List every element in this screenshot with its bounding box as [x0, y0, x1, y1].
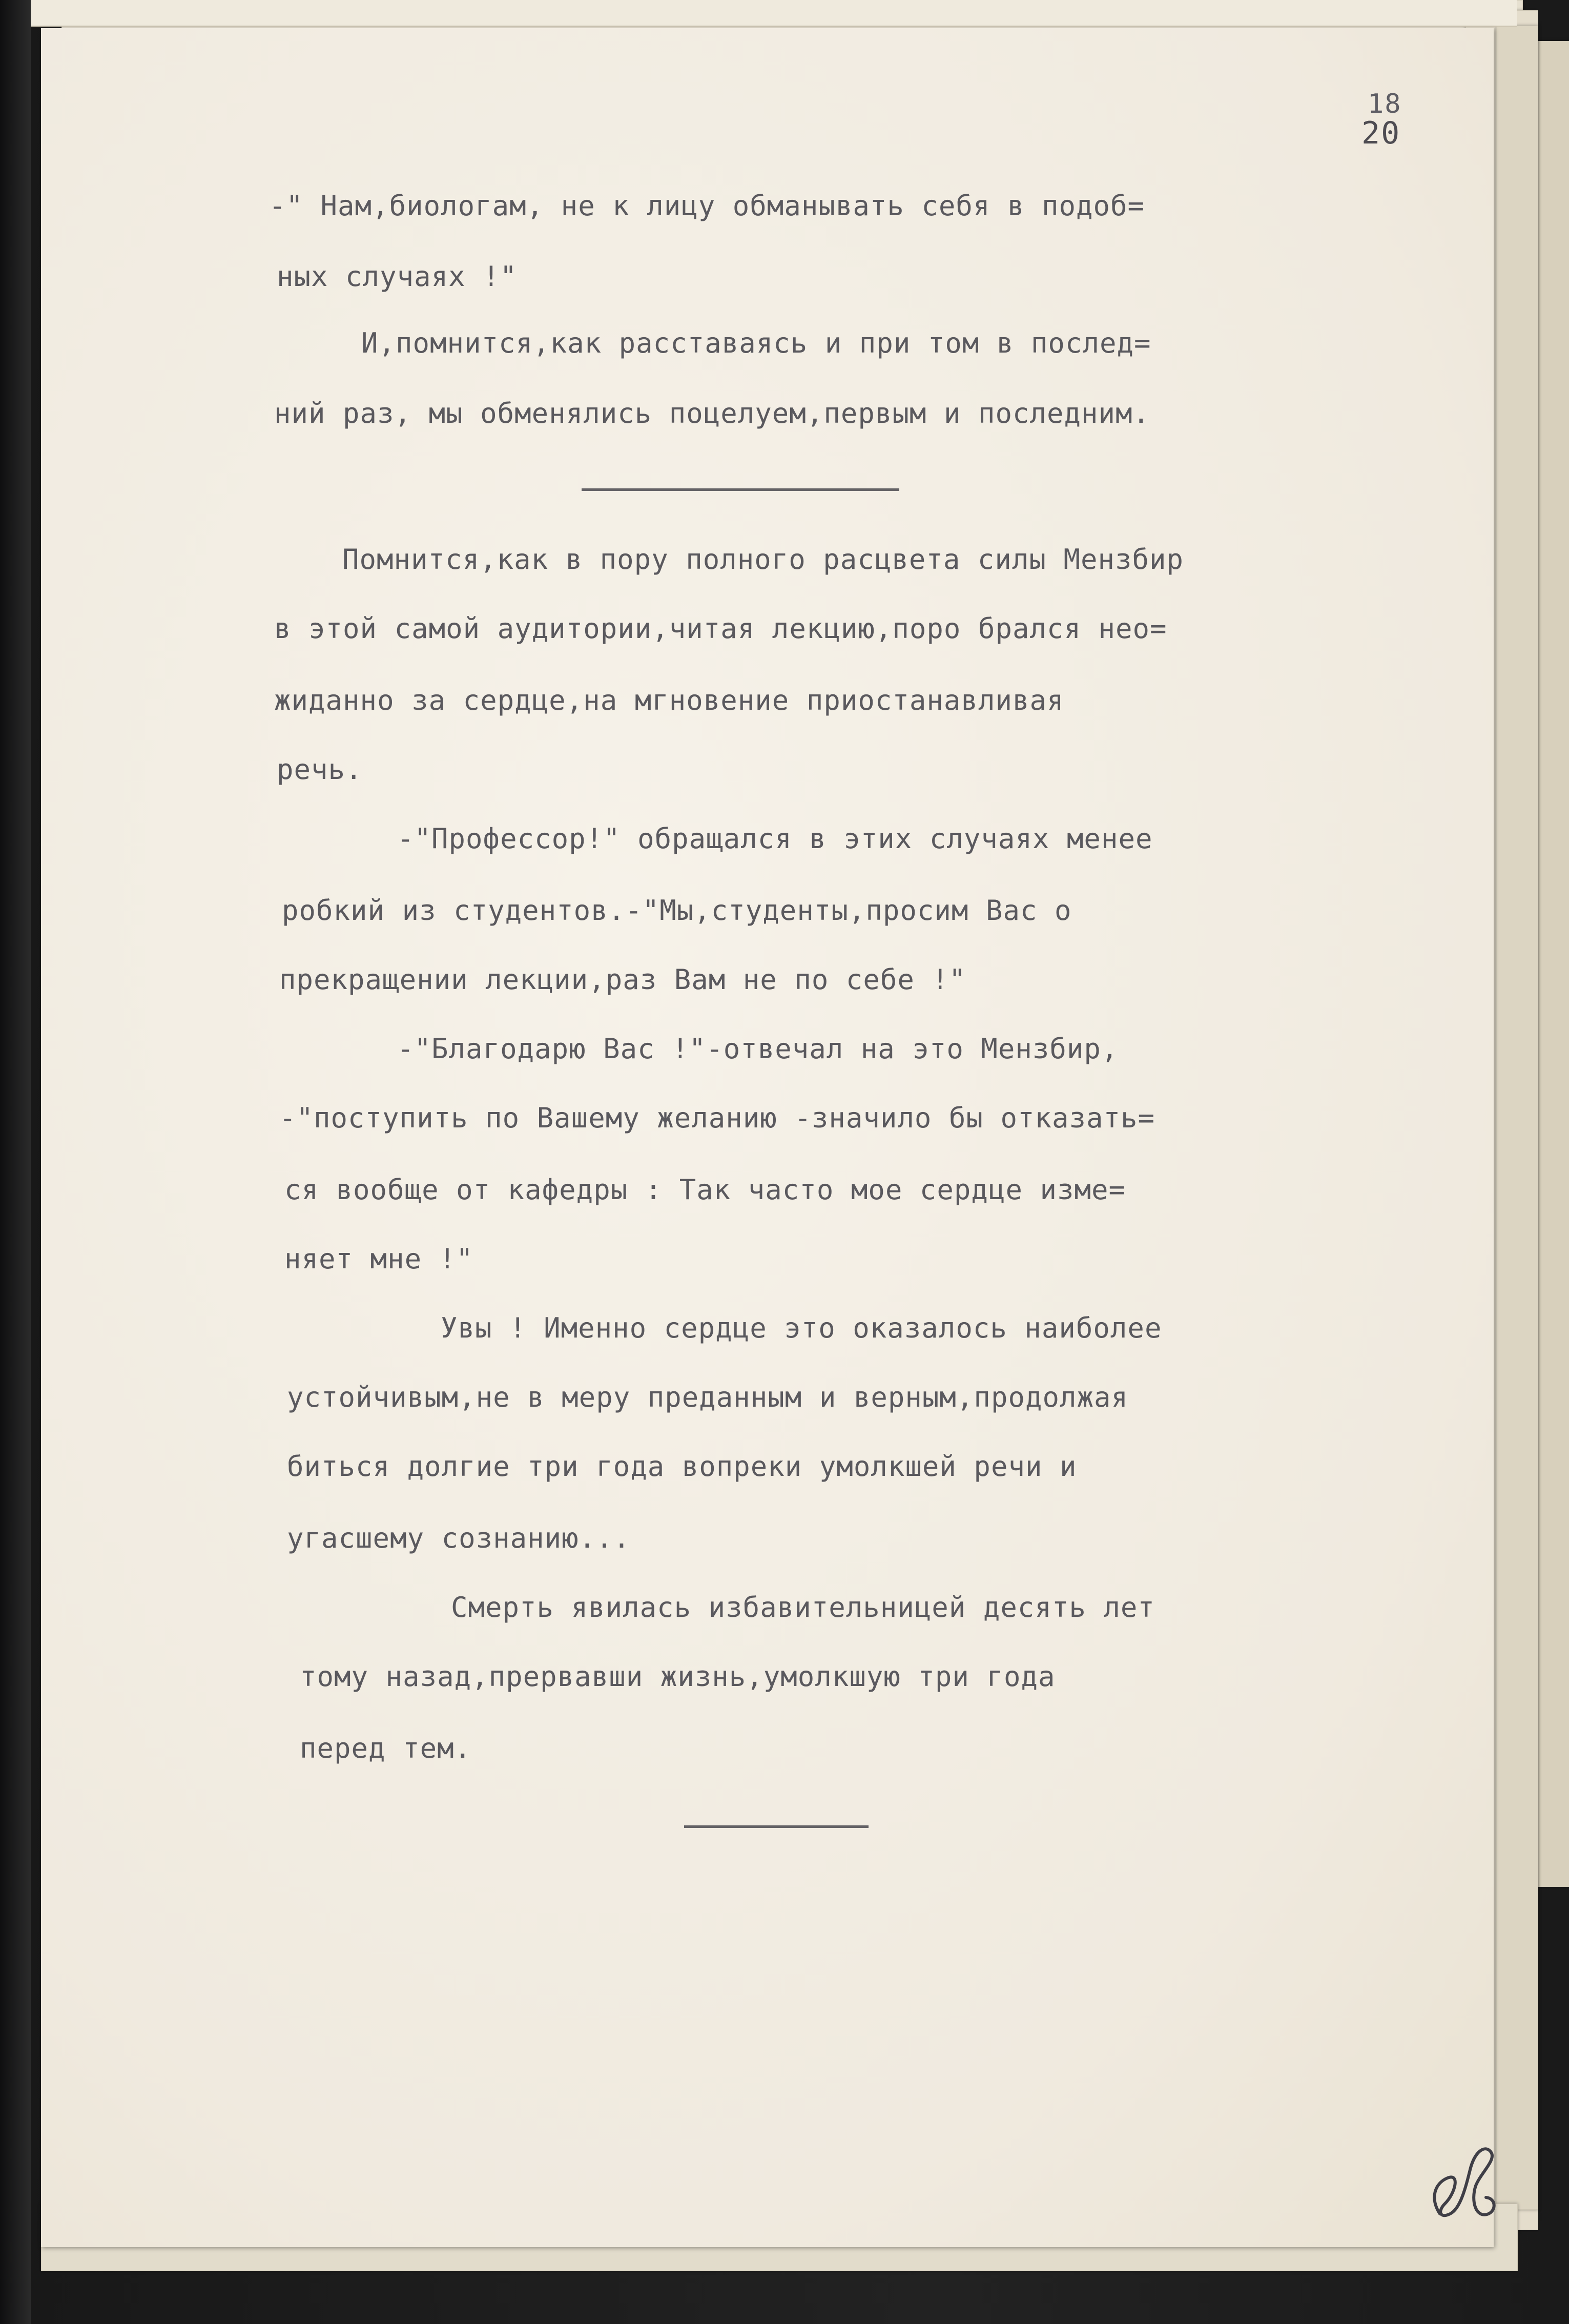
- text-line: Смерть явилась избавительницей десять лет: [451, 1591, 1155, 1623]
- text-line: речь.: [277, 753, 363, 786]
- typewritten-page: [41, 28, 1494, 2247]
- page-number-struck: 18: [1368, 89, 1402, 119]
- underlying-sheet-far-right: [1537, 41, 1569, 1887]
- scan-left-edge: [0, 0, 31, 2324]
- text-line: устойчивым,не в меру преданным и верным,продолжая: [287, 1381, 1129, 1413]
- underlying-sheet-right-inner: [1496, 26, 1538, 2210]
- text-line: няет мне !": [284, 1243, 473, 1275]
- text-line: тому назад,прервавши жизнь,умолкшую три года: [300, 1660, 1056, 1693]
- text-line: робкий из студентов.-"Мы,студенты,просим Вас о: [282, 894, 1072, 927]
- text-line: биться долгие три года вопреки умолкшей речи и: [287, 1450, 1077, 1483]
- text-line: Помнится,как в пору полного расцвета силы Мензбир: [342, 543, 1184, 575]
- text-line: И,помнится,как расставаясь и при том в послед=: [361, 327, 1151, 359]
- text-line: в этой самой аудитории,читая лекцию,поро брался нео=: [274, 612, 1167, 645]
- text-line: ний раз, мы обменялись поцелуем,первым и последним.: [274, 397, 1150, 429]
- text-line: -"Профессор!" обращался в этих случаях менее: [397, 822, 1153, 855]
- text-line: -"поступить по Вашему желанию -значило бы отказать=: [279, 1102, 1155, 1134]
- section-divider: [582, 488, 899, 491]
- text-line: перед тем.: [300, 1732, 472, 1764]
- text-line: угасшему сознанию...: [287, 1522, 631, 1554]
- text-line: -"Благодарю Вас !"-отвечал на это Мензбир,: [397, 1033, 1119, 1065]
- page-number: [1361, 89, 1402, 151]
- text-line: Увы ! Именно сердце это оказалось наиболее: [441, 1312, 1162, 1344]
- previous-page-edge: [31, 0, 1517, 27]
- text-line: ся вообще от кафедры : Так часто мое сердце изме=: [284, 1174, 1126, 1206]
- text-line: прекращении лекции,раз Вам не по себе !": [279, 963, 966, 996]
- text-line: ных случаях !": [277, 260, 518, 293]
- text-line: жиданно за сердце,на мгновение приостанавливая: [274, 684, 1064, 716]
- handwritten-folio-mark: [1419, 2137, 1506, 2224]
- text-line: -" Нам,биологам, не к лицу обманывать себя в подоб=: [269, 190, 1145, 222]
- page-number-current: 20: [1361, 115, 1401, 151]
- end-divider: [684, 1825, 869, 1828]
